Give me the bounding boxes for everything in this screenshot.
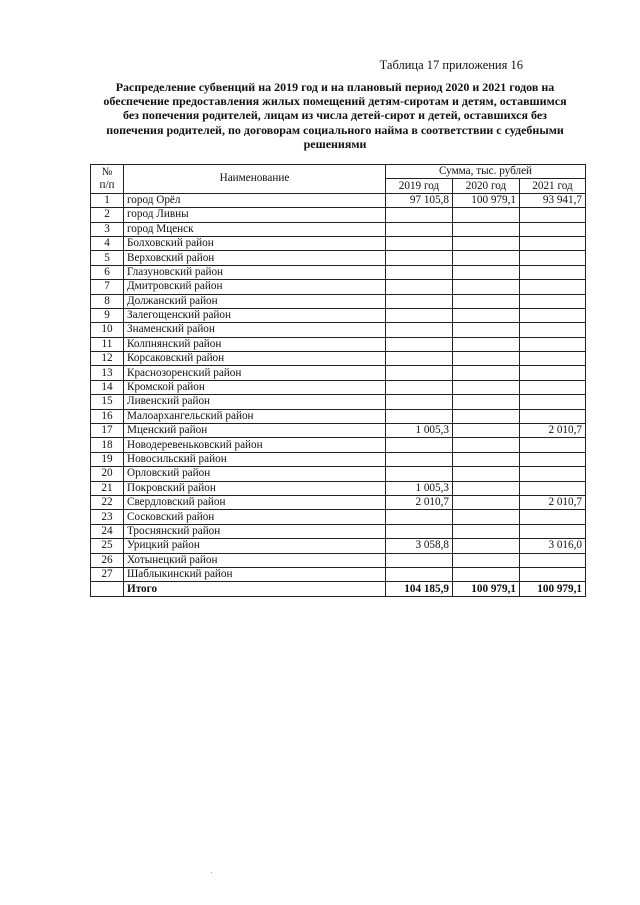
row-name: Краснозоренский район [124,366,386,380]
table-row [91,366,586,380]
total-label: Итого [124,582,386,596]
title-line: Распределение субвенций на 2019 год и на плановый период 2020 и 2021 годов на [115,80,555,94]
row-value-2019: 2 010,7 [386,495,453,509]
row-name: Должанский район [124,294,386,308]
row-number: 19 [91,452,124,466]
table-row [91,495,586,509]
table-row [91,424,586,438]
row-number: 17 [91,424,124,438]
row-value-2021: 2 010,7 [520,495,586,509]
header-number-line2: п/п [99,178,115,191]
row-name: Хотынецкий район [124,553,386,567]
title-line: попечения родителей, по договорам социального найма в соответствии с судебными [106,122,564,137]
row-name: Залегощенский район [124,308,386,322]
row-value-2019 [386,280,453,294]
row-number: 18 [91,438,124,452]
row-name: Покровский район [124,481,386,495]
row-value-2021 [520,222,586,236]
row-number: 3 [91,222,124,236]
row-value-2020 [453,208,520,222]
row-value-2019 [386,323,453,337]
table-row [91,539,586,553]
row-value-2020 [453,553,520,567]
header-name: Наименование [124,165,386,194]
row-value-2019 [386,352,453,366]
table-row [91,294,586,308]
row-value-2020 [453,481,520,495]
row-value-2019 [386,467,453,481]
row-value-2021 [520,337,586,351]
row-value-2021 [520,524,586,538]
row-value-2019 [386,366,453,380]
table-row [91,251,586,265]
row-number: 2 [91,208,124,222]
row-value-2021 [520,567,586,581]
row-number: 26 [91,553,124,567]
total-row [91,582,586,596]
row-number: 24 [91,524,124,538]
row-value-2020 [453,294,520,308]
row-value-2020 [453,452,520,466]
row-value-2019 [386,452,453,466]
row-name: Корсаковский район [124,352,386,366]
row-value-2019: 1 005,3 [386,481,453,495]
row-value-2021 [520,251,586,265]
row-value-2020 [453,524,520,538]
table-row [91,510,586,524]
row-value-2019: 97 105,8 [386,193,453,207]
total-2019: 104 185,9 [386,582,453,596]
row-value-2021 [520,467,586,481]
row-name: Свердловский район [124,495,386,509]
row-number: 27 [91,567,124,581]
row-value-2020 [453,438,520,452]
row-value-2019 [386,395,453,409]
row-value-2019 [386,308,453,322]
row-name: город Орёл [124,193,386,207]
table-row [91,308,586,322]
table-caption: Таблица 17 приложения 16 [379,58,523,72]
row-value-2020 [453,539,520,553]
header-year-2019: 2019 год [386,179,453,193]
header-year-2021: 2021 год [520,179,586,193]
table-row [91,481,586,495]
table-row [91,380,586,394]
row-value-2021 [520,395,586,409]
row-name: Новодеревеньковский район [124,438,386,452]
row-name: Шаблыкинский район [124,567,386,581]
header-row [91,165,586,179]
row-name: Верховский район [124,251,386,265]
row-value-2021 [520,323,586,337]
row-number: 5 [91,251,124,265]
row-name: Троснянский район [124,524,386,538]
row-name: Колпнянский район [124,337,386,351]
row-value-2019 [386,510,453,524]
row-value-2021 [520,294,586,308]
row-name: Малоархангельский район [124,409,386,423]
row-name: Болховский район [124,236,386,250]
row-value-2020 [453,352,520,366]
row-value-2019 [386,236,453,250]
row-value-2020 [453,409,520,423]
row-value-2019 [386,251,453,265]
row-value-2021 [520,352,586,366]
row-number: 4 [91,236,124,250]
row-name: город Ливны [124,208,386,222]
row-number: 8 [91,294,124,308]
row-number: 13 [91,366,124,380]
row-value-2020 [453,265,520,279]
row-name: Кромской район [124,380,386,394]
row-value-2020 [453,280,520,294]
row-value-2020 [453,251,520,265]
row-value-2021: 93 941,7 [520,193,586,207]
row-name: Дмитровский район [124,280,386,294]
row-value-2021 [520,452,586,466]
row-name: Ливенский район [124,395,386,409]
row-value-2019 [386,222,453,236]
row-number: 16 [91,409,124,423]
row-value-2021 [520,481,586,495]
row-name: Сосковский район [124,510,386,524]
row-value-2021: 3 016,0 [520,539,586,553]
row-value-2019 [386,208,453,222]
row-value-2021 [520,308,586,322]
row-value-2020 [453,380,520,394]
title-line: без попечения родителей, лицам из числа детей-сирот и детей, оставшихся без [123,108,547,123]
row-value-2019 [386,337,453,351]
table-row [91,553,586,567]
row-value-2020 [453,567,520,581]
row-value-2020 [453,467,520,481]
table-row [91,265,586,279]
document-title [80,80,590,151]
table-row [91,280,586,294]
row-number: 14 [91,380,124,394]
row-number: 15 [91,395,124,409]
table-row [91,409,586,423]
row-number: 21 [91,481,124,495]
row-value-2020 [453,510,520,524]
row-number: 20 [91,467,124,481]
row-value-2020 [453,366,520,380]
row-value-2021 [520,553,586,567]
row-number: 6 [91,265,124,279]
table-row [91,337,586,351]
row-number: 12 [91,352,124,366]
row-value-2020 [453,337,520,351]
row-name: Новосильский район [124,452,386,466]
row-number: 7 [91,280,124,294]
row-number: 1 [91,193,124,207]
table-row [91,452,586,466]
row-name: Урицкий район [124,539,386,553]
title-line: обеспечение предоставления жилых помещений детям-сиротам и детям, оставшимся [103,94,567,109]
row-value-2020 [453,424,520,438]
row-value-2020 [453,495,520,509]
header-sum: Сумма, тыс. рублей [386,165,586,179]
subsidy-table [90,164,586,597]
row-value-2020 [453,222,520,236]
row-value-2021 [520,265,586,279]
row-value-2019 [386,409,453,423]
row-value-2020 [453,308,520,322]
row-value-2021: 2 010,7 [520,424,586,438]
header-number [91,165,124,194]
row-value-2021 [520,208,586,222]
row-value-2021 [520,236,586,250]
table-row [91,193,586,207]
total-number-cell [91,582,124,596]
row-value-2019 [386,438,453,452]
table-row [91,438,586,452]
header-number-line1: № [101,165,113,178]
row-value-2019: 1 005,3 [386,424,453,438]
row-value-2020 [453,395,520,409]
row-value-2021 [520,409,586,423]
total-2021: 100 979,1 [520,582,586,596]
row-value-2019 [386,380,453,394]
row-number: 10 [91,323,124,337]
row-value-2021 [520,366,586,380]
row-value-2020 [453,323,520,337]
table-body [91,193,586,582]
table-row [91,222,586,236]
table-row [91,567,586,581]
row-number: 9 [91,308,124,322]
scan-speck [211,872,212,873]
row-number: 22 [91,495,124,509]
row-value-2020: 100 979,1 [453,193,520,207]
row-value-2019: 3 058,8 [386,539,453,553]
row-number: 25 [91,539,124,553]
table-row [91,467,586,481]
title-line: решениями [303,136,367,151]
row-value-2019 [386,294,453,308]
table-row [91,208,586,222]
header-year-2020: 2020 год [453,179,520,193]
row-number: 23 [91,510,124,524]
total-2020: 100 979,1 [453,582,520,596]
row-value-2021 [520,510,586,524]
row-number: 11 [91,337,124,351]
row-name: город Мценск [124,222,386,236]
row-value-2021 [520,380,586,394]
table-row [91,236,586,250]
table-row [91,524,586,538]
row-value-2019 [386,567,453,581]
row-value-2019 [386,524,453,538]
row-value-2020 [453,236,520,250]
table-row [91,395,586,409]
row-name: Глазуновский район [124,265,386,279]
row-value-2021 [520,280,586,294]
row-value-2019 [386,265,453,279]
row-name: Знаменский район [124,323,386,337]
table-row [91,323,586,337]
row-name: Орловский район [124,467,386,481]
row-value-2021 [520,438,586,452]
table-row [91,352,586,366]
row-value-2019 [386,553,453,567]
row-name: Мценский район [124,424,386,438]
